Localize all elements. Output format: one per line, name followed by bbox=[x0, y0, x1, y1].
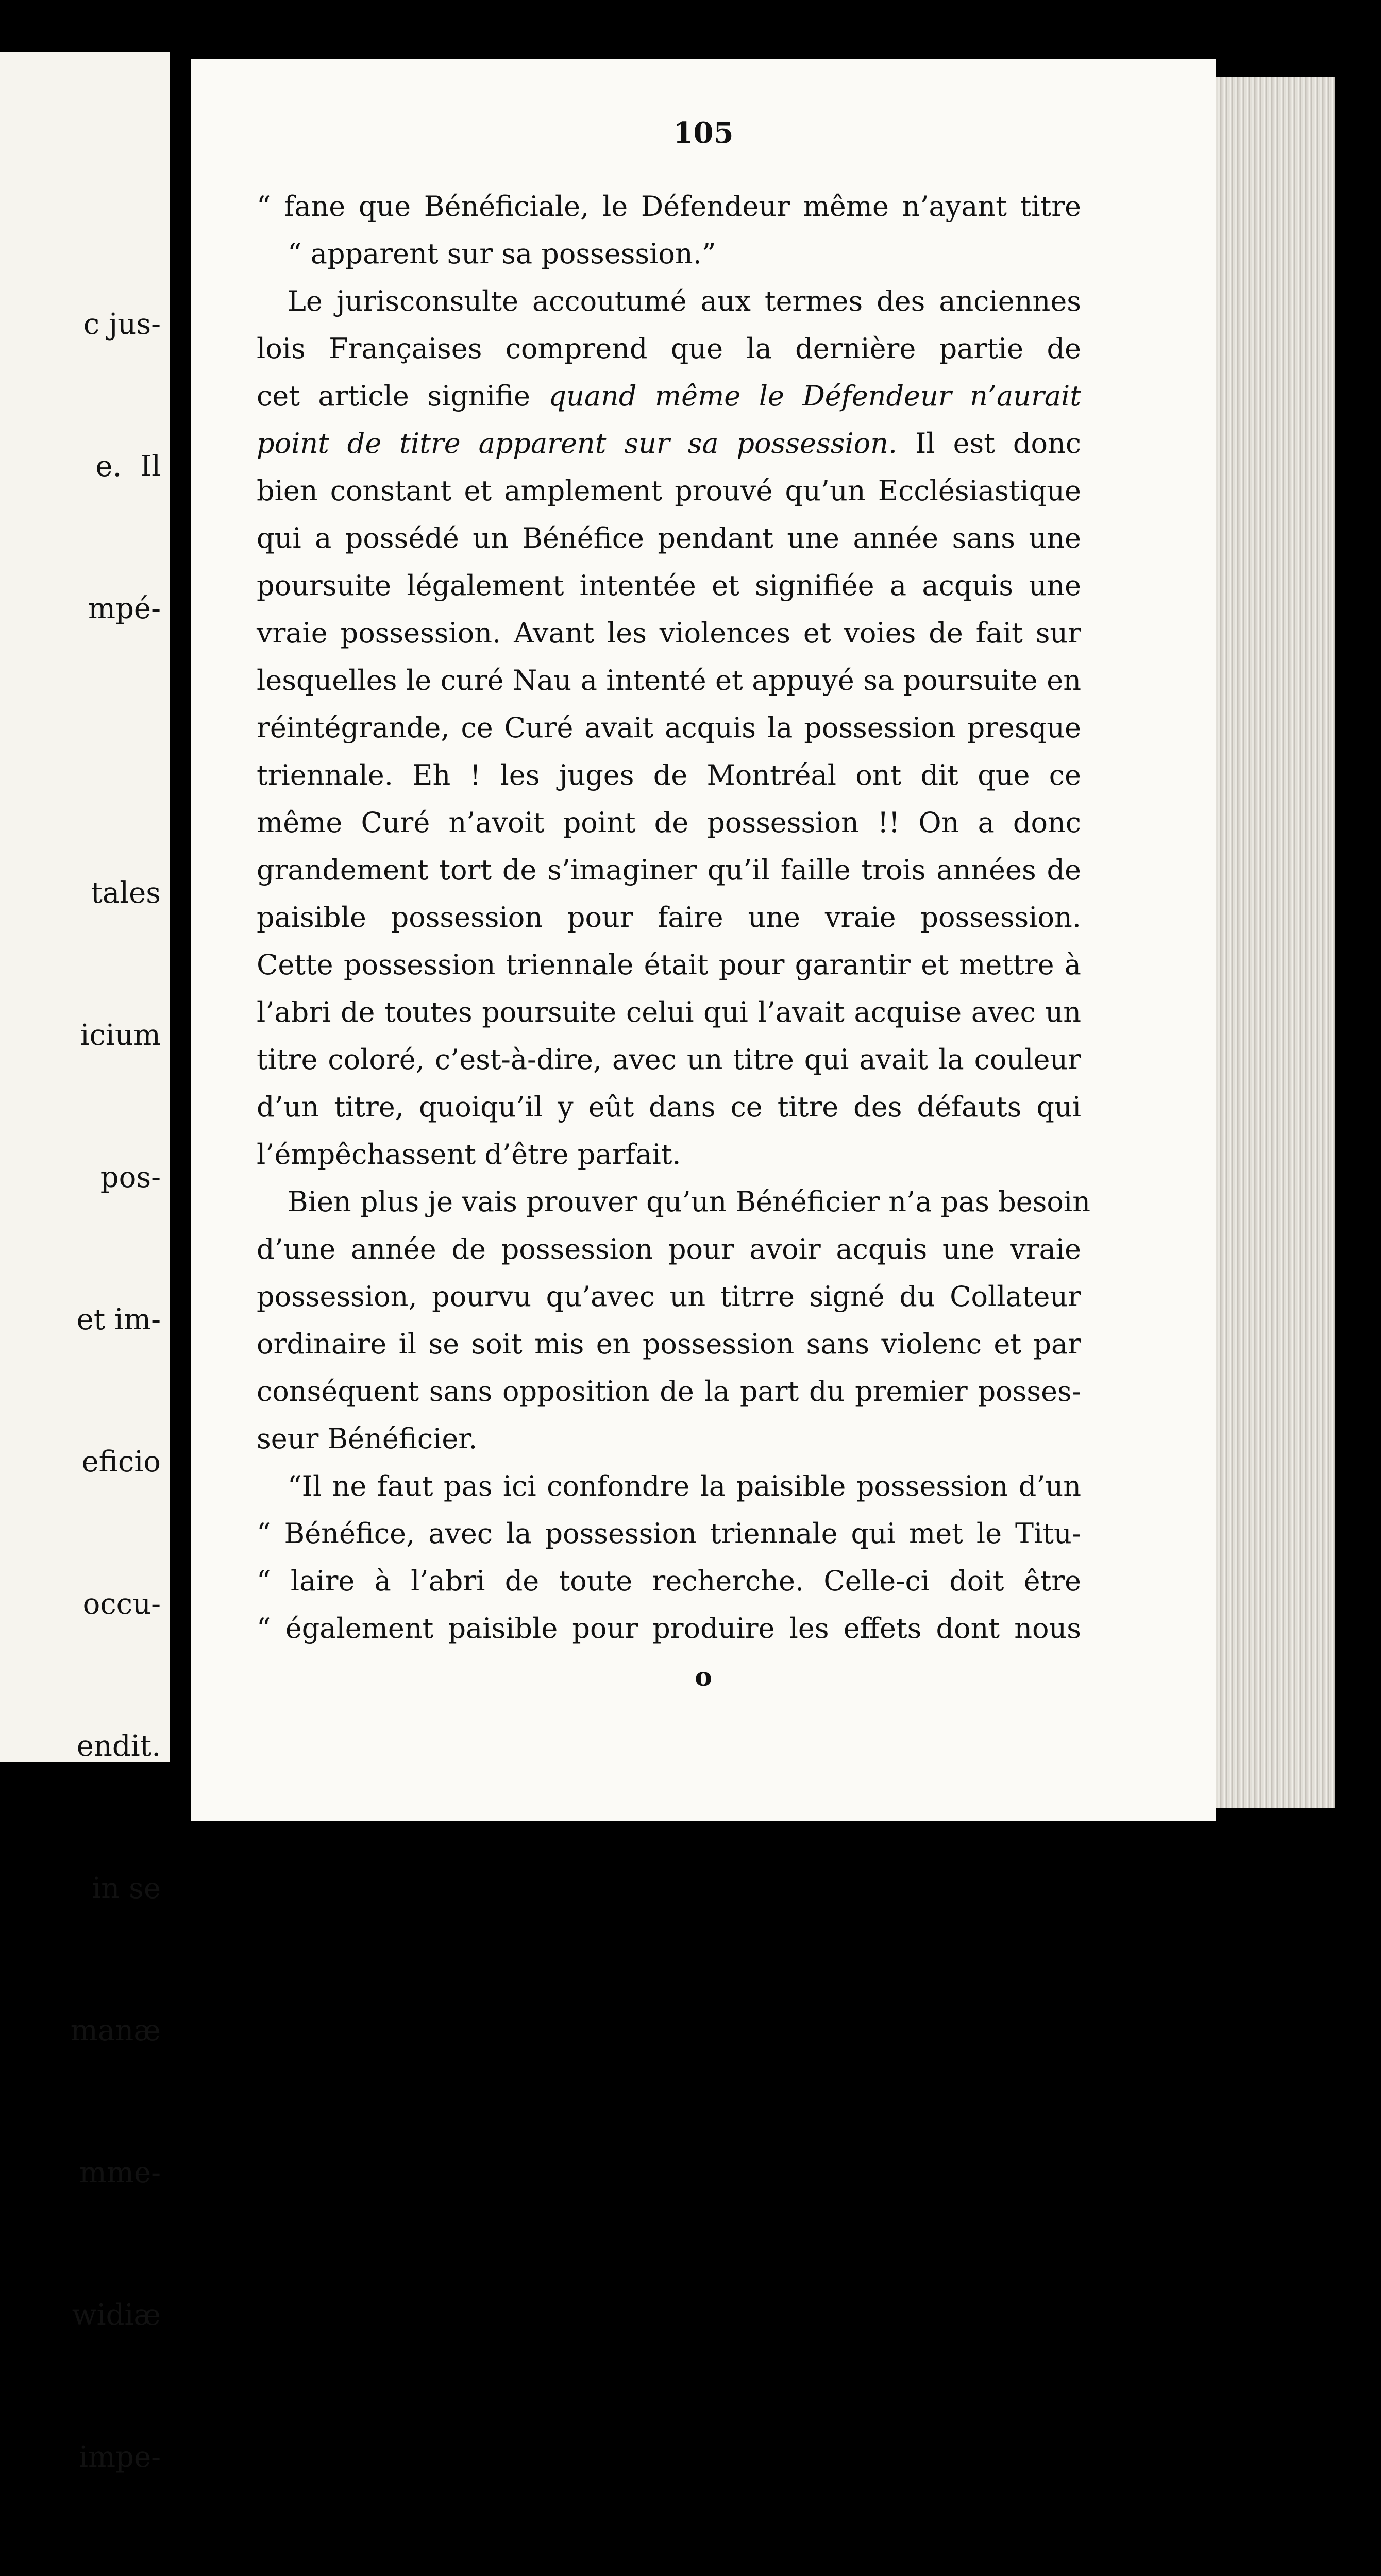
page-edges-stack bbox=[1211, 77, 1335, 1808]
text-line: vraie possession. Avant les violences et voies de fait sur bbox=[257, 617, 1081, 649]
left-line: widiæ bbox=[72, 2298, 161, 2332]
text-line-mixed bbox=[257, 372, 1081, 420]
text-line: triennale. Eh ! les juges de Montréal ont dit que ce bbox=[257, 759, 1081, 791]
text-line: d’une année de possession pour avoir acquis une vraie bbox=[257, 1233, 1081, 1265]
text-line: l’émpêchassent d’être parfait. bbox=[257, 1138, 681, 1171]
left-line: in se bbox=[92, 1872, 161, 1905]
left-line: impe- bbox=[79, 2441, 161, 2474]
text-line: l’abri de toutes poursuite celui qui l’avait acquise avec un bbox=[257, 996, 1081, 1028]
text-line: grandement tort de s’imaginer qu’il faille trois années de bbox=[257, 854, 1081, 886]
left-line: tales bbox=[91, 876, 161, 910]
text-line: “ apparent sur sa possession.” bbox=[288, 238, 716, 270]
left-line: mpé- bbox=[88, 592, 161, 625]
text-line: “ Bénéfice, avec la possession triennale qui met le Titu- bbox=[257, 1517, 1081, 1550]
text-line: possession, pourvu qu’avec un titrre signé du Collateur bbox=[257, 1280, 1081, 1313]
left-line: c jus- bbox=[83, 308, 161, 341]
text-span: cet article signifie bbox=[257, 380, 530, 412]
left-line: endit. bbox=[76, 1730, 161, 1763]
text-line: Bien plus je vais prouver qu’un Bénéficier n’a pas besoin bbox=[288, 1185, 1090, 1218]
text-line: d’un titre, quoiqu’il y eût dans ce titre des défauts qui bbox=[257, 1091, 1081, 1123]
text-line: bien constant et amplement prouvé qu’un Ecclésiastique bbox=[257, 474, 1081, 507]
text-line: Cette possession triennale était pour garantir et mettre à bbox=[257, 948, 1081, 981]
text-span: Il est donc bbox=[915, 427, 1081, 460]
text-line: conséquent sans opposition de la part du premier posses- bbox=[257, 1375, 1081, 1408]
text-line: qui a possédé un Bénéfice pendant une année sans une bbox=[257, 522, 1081, 554]
left-line: eficio bbox=[81, 1445, 161, 1479]
text-line: paisible possession pour faire une vraie possession. bbox=[257, 901, 1081, 934]
text-line: Le jurisconsulte accoutumé aux termes des anciennes bbox=[288, 285, 1081, 317]
text-line: “Il ne faut pas ici confondre la paisible possession d’un bbox=[288, 1470, 1081, 1502]
previous-page-fragment bbox=[0, 52, 170, 2474]
text-line: seur Bénéficier. bbox=[257, 1422, 478, 1455]
text-line: “ également paisible pour produire les effets dont nous bbox=[257, 1612, 1081, 1645]
italic-phrase: point de titre apparent sur sa possession. bbox=[257, 427, 898, 460]
text-line-mixed bbox=[257, 420, 1081, 467]
italic-phrase: quand même le Défendeur n’aurait bbox=[548, 380, 1081, 412]
text-line: “ fane que Bénéficiale, le Défendeur même n’ayant titre bbox=[257, 190, 1081, 223]
page-number: 105 bbox=[673, 116, 734, 150]
left-line: e. Il bbox=[95, 450, 161, 483]
left-line: pos- bbox=[100, 1161, 161, 1194]
previous-page-text bbox=[59, 206, 161, 2576]
left-line: occu- bbox=[82, 1587, 161, 1621]
left-line: icium bbox=[80, 1019, 161, 1052]
book-page bbox=[191, 59, 1216, 1821]
left-line: manæ bbox=[70, 2014, 161, 2047]
text-line: titre coloré, c’est-à-dire, avec un titre qui avait la couleur bbox=[257, 1043, 1081, 1076]
text-line: même Curé n’avoit point de possession !! On a donc bbox=[257, 806, 1081, 839]
text-line: réintégrande, ce Curé avait acquis la possession presque bbox=[257, 711, 1081, 744]
left-line: et im- bbox=[76, 1303, 161, 1336]
text-line: lesquelles le curé Nau a intenté et appuyé sa poursuite en bbox=[257, 664, 1081, 697]
signature-mark: o bbox=[695, 1662, 712, 1692]
text-line: “ laire à l’abri de toute recherche. Celle-ci doit être bbox=[257, 1565, 1081, 1597]
text-line: lois Françaises comprend que la dernière partie de bbox=[257, 332, 1081, 365]
text-line: poursuite légalement intentée et signifiée a acquis une bbox=[257, 569, 1081, 602]
text-line: ordinaire il se soit mis en possession sans violenc et par bbox=[257, 1328, 1081, 1360]
page-body-text bbox=[257, 183, 1090, 1652]
left-line bbox=[59, 727, 161, 775]
left-line: mme- bbox=[79, 2156, 161, 2190]
